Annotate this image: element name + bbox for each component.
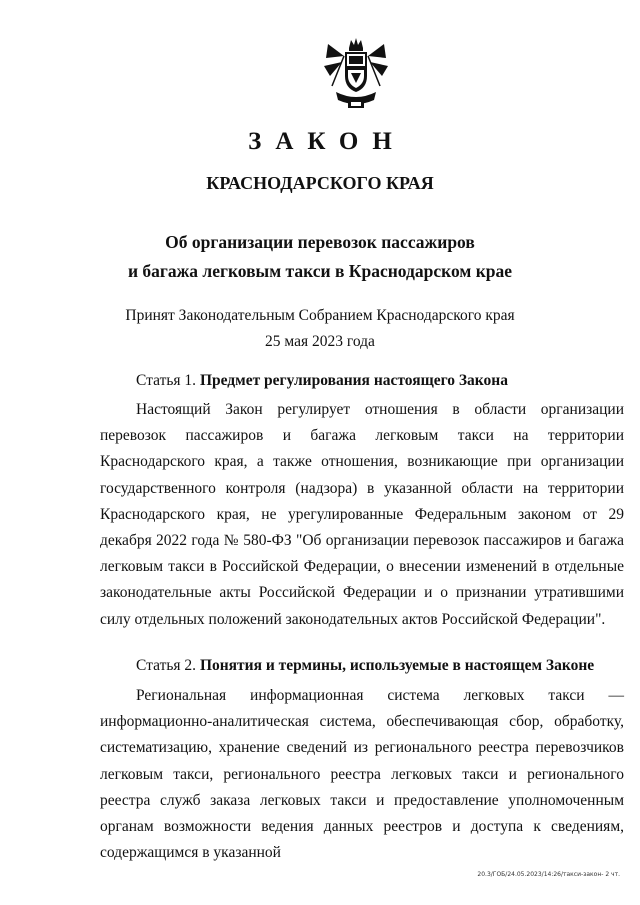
article-1-body	[100, 397, 624, 633]
article-2-heading	[136, 657, 594, 675]
krasnodar-krai-coat-of-arms-icon	[322, 36, 390, 112]
document-footer-code: 20.3/ГОБ/24.05.2023/14:26/такси-закон- 2 чт.	[477, 871, 620, 878]
law-subject-line-1: Об организации перевозок пассажиров	[165, 232, 475, 252]
article-1-title: Предмет регулирования настоящего Закона	[199, 372, 508, 389]
article-2-title: Понятия и термины, используемые в настоящем Законе	[199, 657, 595, 674]
adoption-body: Принят Законодательным Собранием Краснодарского края	[125, 307, 515, 324]
adoption-date: 25 мая 2023 года	[265, 333, 375, 350]
article-2-body	[100, 683, 624, 866]
adoption-note	[0, 303, 640, 355]
region-title: КРАСНОДАРСКОГО КРАЯ	[206, 173, 434, 193]
law-title: ЗАКОН	[248, 128, 406, 155]
law-subject	[0, 228, 640, 286]
article-1-prefix: Статья 1.	[136, 372, 197, 389]
article-1-paragraph: Настоящий Закон регулирует отношения в области организации перевозок пассажиров и багажа легковым такси на территории Краснодарского края, а также отношения, возникающие при организации государственного контроля (надзора) в указанной области на территории Краснодарского края, не урегулированные Федеральным законом от 29 декабря 2022 года № 580-ФЗ "Об организации перевозок пассажиров и багажа легковым такси в Российской Федерации, о внесении изменений в отдельные законодательные акты Российской Федерации и о признании утратившими силу отдельных положений законодательных актов Российской Федерации".	[100, 401, 624, 628]
article-2-paragraph: Региональная информационная система легковых такси — информационно-аналитическая система, обеспечивающая сбор, обработку, систематизацию, хранение сведений из регионального реестра перевозчиков легковым такси, регионального реестра легковых такси и регионального реестра служб заказа легковых такси и предоставление уполномоченным органам возможности ведения данных реестров и доступа к сведениям, содержащимся в указанной	[100, 687, 624, 862]
article-1-heading	[136, 372, 508, 390]
article-2-prefix: Статья 2.	[136, 657, 197, 674]
law-subject-line-2: и багажа легковым такси в Краснодарском крае	[127, 261, 513, 281]
